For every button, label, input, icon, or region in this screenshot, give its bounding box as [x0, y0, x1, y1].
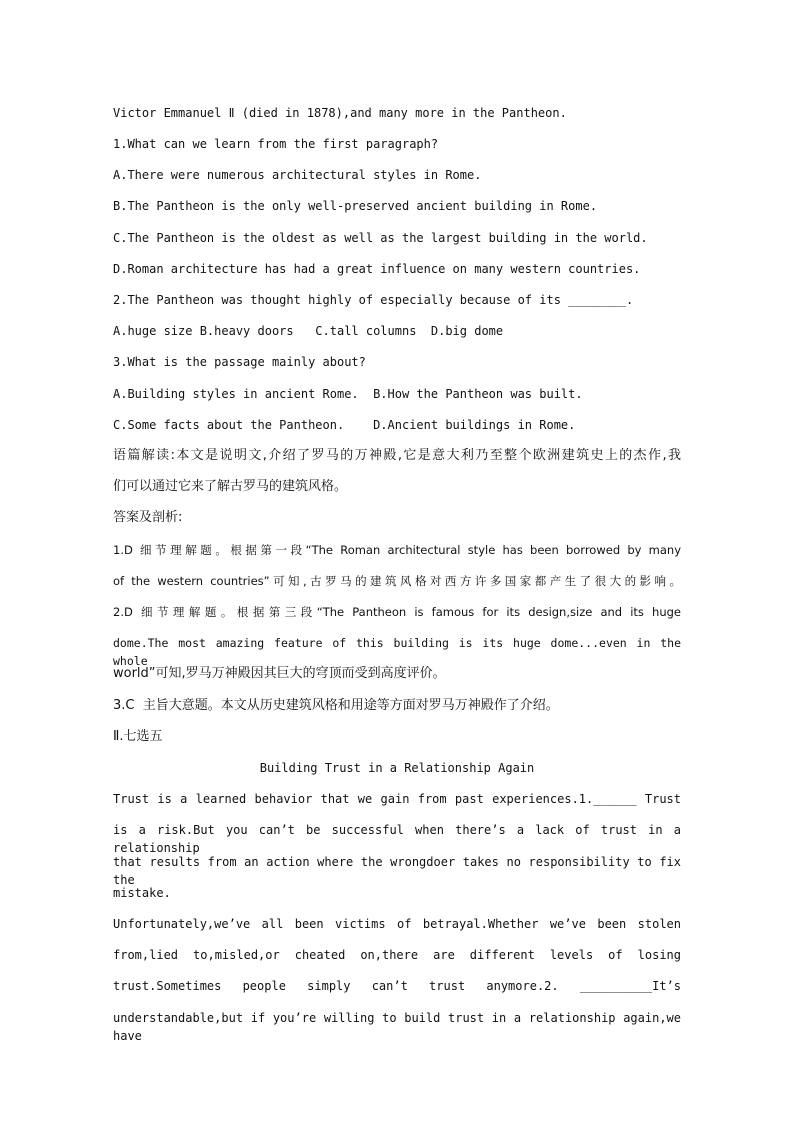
question-2: 2.The Pantheon was thought highly of especially because of its ________. — [113, 293, 634, 307]
question-1-option-b: B.The Pantheon is the only well-preserved ancient building in Rome. — [113, 199, 598, 213]
answer-1-line-1: 1.D 细节理解题。根据第一段“The Roman architectural style has been borrowed by many — [113, 543, 681, 557]
paragraph-2-line-1: Unfortunately,we’ve all been victims of betrayal.Whether we’ve been stolen — [113, 917, 681, 931]
question-3-options-cd: C.Some facts about the Pantheon. D.Ancient buildings in Rome. — [113, 418, 576, 432]
paragraph-2-line-2: from,lied to,misled,or cheated on,there are different levels of losing — [113, 948, 681, 962]
paragraph-2-line-4: understandable,but if you’re willing to build trust in a relationship again,we have — [113, 1011, 681, 1043]
answer-heading: 答案及剖析: — [113, 510, 183, 525]
answer-2-line-2: dome.The most amazing feature of this building is its huge dome...even in the whole — [113, 636, 681, 668]
answer-3: 3.C 主旨大意题。本文从历史建筑风格和用途等方面对罗马万神殿作了介绍。 — [113, 698, 559, 713]
paragraph-1-line-3: that results from an action where the wrongdoer takes no responsibility to fix the — [113, 855, 681, 887]
answer-2-line-1: 2.D 细节理解题。根据第三段“The Pantheon is famous for its design,size and its huge — [113, 605, 681, 619]
analysis-line-2: 们可以通过它来了解古罗马的建筑风格。 — [113, 479, 348, 494]
analysis-line-1: 语篇解读:本文是说明文,介绍了罗马的万神殿,它是意大利乃至整个欧洲建筑史上的杰作,我 — [113, 448, 681, 463]
paragraph-1-line-4: mistake. — [113, 886, 171, 900]
paragraph-2-line-3: trust.Sometimes people simply can’t trust anymore.2. __________It’s — [113, 979, 681, 993]
question-1-option-d: D.Roman architecture has had a great influence on many western countries. — [113, 262, 641, 276]
intro-line: Victor Emmanuel Ⅱ (died in 1878),and many more in the Pantheon. — [113, 106, 567, 120]
question-1: 1.What can we learn from the first paragraph? — [113, 137, 439, 151]
answer-2-line-3: world”可知,罗马万神殿因其巨大的穹顶而受到高度评价。 — [113, 666, 446, 681]
paragraph-1-line-1: Trust is a learned behavior that we gain from past experiences.1.______ Trust — [113, 792, 681, 806]
question-3: 3.What is the passage mainly about? — [113, 355, 366, 369]
answer-1-line-2: of the western countries”可知,古罗马的建筑风格对西方许多国家都产生了很大的影响。 — [113, 574, 681, 588]
question-3-options-ab: A.Building styles in ancient Rome. B.How the Pantheon was built. — [113, 387, 583, 401]
question-1-option-a: A.There were numerous architectural styles in Rome. — [113, 168, 482, 182]
question-1-option-c: C.The Pantheon is the oldest as well as the largest building in the world. — [113, 231, 648, 245]
paragraph-1-line-2: is a risk.But you can’t be successful when there’s a lack of trust in a relationship — [113, 823, 681, 855]
question-2-options: A.huge size B.heavy doors C.tall columns D.big dome — [113, 324, 504, 338]
passage-title: Building Trust in a Relationship Again — [259, 761, 535, 775]
section-heading: Ⅱ.七选五 — [113, 729, 163, 744]
